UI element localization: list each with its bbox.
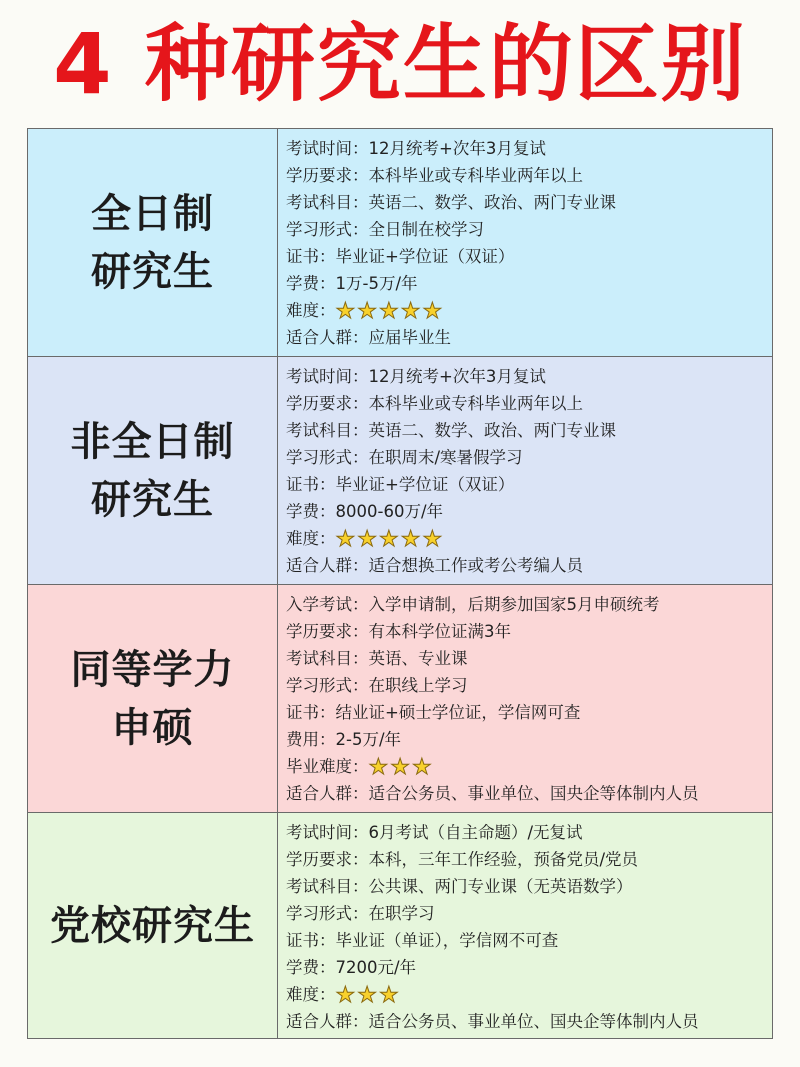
detail-value: 1万-5万/年 <box>335 274 418 293</box>
star-icon: ★ <box>400 527 421 552</box>
star-icon: ★ <box>357 527 377 552</box>
detail-value: 入学申请制，后期参加国家5月申硕统考 <box>368 595 660 614</box>
detail-label: 考试时间： <box>286 823 369 842</box>
detail-subjects <box>286 873 772 900</box>
detail-study-form <box>286 216 772 243</box>
detail-label: 适合人群： <box>286 556 369 575</box>
detail-value: 英语二、数学、政治、两门专业课 <box>368 421 616 440</box>
detail-label: 学费： <box>286 958 336 977</box>
star-icon: ★ <box>390 755 410 780</box>
row-name-cell <box>28 813 278 1038</box>
star-icon: ★ <box>411 755 432 780</box>
row-name-line: 党校研究生 <box>50 902 255 949</box>
detail-difficulty <box>286 753 772 780</box>
detail-value: 全日制在校学习 <box>368 220 484 239</box>
row-name-line: 全日制 <box>91 190 214 237</box>
detail-value: 本科毕业或专科毕业两年以上 <box>368 394 583 413</box>
detail-label: 学费： <box>286 502 336 521</box>
row-name-line: 研究生 <box>91 476 214 523</box>
row-details-cell <box>278 813 772 1038</box>
star-icon: ★ <box>378 527 399 552</box>
detail-value: 2-5万/年 <box>335 730 402 749</box>
detail-difficulty <box>286 981 772 1008</box>
detail-label: 证书： <box>286 475 336 494</box>
detail-audience <box>286 324 772 351</box>
detail-exam-time <box>286 363 772 390</box>
star-icon: ★ <box>422 299 443 324</box>
row-name-cell <box>28 585 278 812</box>
detail-study-form <box>286 900 772 927</box>
row-name-line: 申硕 <box>111 704 194 751</box>
detail-label: 证书： <box>286 703 336 722</box>
comparison-table <box>27 128 773 1039</box>
detail-label: 学费： <box>286 274 336 293</box>
detail-value: 结业证+硕士学位证，学信网可查 <box>335 703 581 722</box>
detail-certificate <box>286 471 772 498</box>
row-details-cell <box>278 357 772 584</box>
detail-value: 英语二、数学、政治、两门专业课 <box>368 193 616 212</box>
detail-exam-time <box>286 135 772 162</box>
star-icon: ★ <box>400 299 421 324</box>
star-icon: ★ <box>368 755 389 780</box>
detail-label: 学习形式： <box>286 676 369 695</box>
difficulty-stars <box>335 527 445 552</box>
detail-study-form <box>286 444 772 471</box>
detail-education <box>286 846 772 873</box>
row-name-line: 研究生 <box>91 248 214 295</box>
detail-value: 公共课、两门专业课（无英语数学） <box>368 877 633 896</box>
detail-difficulty <box>286 297 772 324</box>
detail-difficulty <box>286 525 772 552</box>
detail-label: 入学考试： <box>286 595 369 614</box>
detail-label: 考试科目： <box>286 421 369 440</box>
star-icon: ★ <box>378 983 399 1008</box>
star-icon: ★ <box>335 983 356 1008</box>
detail-label: 考试时间： <box>286 367 369 386</box>
detail-label: 学习形式： <box>286 904 369 923</box>
detail-certificate <box>286 699 772 726</box>
detail-value: 毕业证+学位证（双证） <box>335 247 515 266</box>
detail-value: 8000-60万/年 <box>335 502 443 521</box>
detail-value: 7200元/年 <box>335 958 417 977</box>
detail-label: 难度： <box>286 529 336 548</box>
detail-value: 有本科学位证满3年 <box>368 622 511 641</box>
detail-certificate <box>286 927 772 954</box>
star-icon: ★ <box>422 527 443 552</box>
star-icon: ★ <box>335 527 356 552</box>
detail-exam-time <box>286 591 772 618</box>
detail-label: 难度： <box>286 301 336 320</box>
detail-label: 学历要求： <box>286 166 369 185</box>
detail-value: 毕业证（单证），学信网不可查 <box>335 931 559 950</box>
detail-label: 考试科目： <box>286 649 369 668</box>
detail-value: 适合公务员、事业单位、国央企等体制内人员 <box>368 1012 699 1031</box>
difficulty-stars <box>368 755 434 780</box>
page-title: 4 种研究生的区别 <box>53 15 747 113</box>
detail-subjects <box>286 645 772 672</box>
detail-fee <box>286 270 772 297</box>
detail-value: 12月统考+次年3月复试 <box>368 367 546 386</box>
detail-subjects <box>286 417 772 444</box>
detail-certificate <box>286 243 772 270</box>
detail-value: 本科，三年工作经验，预备党员/党员 <box>368 850 639 869</box>
detail-label: 学历要求： <box>286 622 369 641</box>
detail-value: 应届毕业生 <box>368 328 451 347</box>
detail-label: 毕业难度： <box>286 757 369 776</box>
difficulty-stars <box>335 299 445 324</box>
detail-study-form <box>286 672 772 699</box>
detail-value: 6月考试（自主命题）/无复试 <box>368 823 583 842</box>
row-details-cell <box>278 585 772 812</box>
difficulty-stars <box>335 983 401 1008</box>
detail-audience <box>286 780 772 807</box>
table-row-part-time <box>28 357 773 585</box>
detail-label: 考试时间： <box>286 139 369 158</box>
row-name-cell <box>28 357 278 584</box>
detail-label: 适合人群： <box>286 784 369 803</box>
detail-value: 毕业证+学位证（双证） <box>335 475 515 494</box>
row-name-line: 非全日制 <box>70 418 235 465</box>
detail-subjects <box>286 189 772 216</box>
row-name-line: 同等学力 <box>70 646 235 693</box>
detail-education <box>286 162 772 189</box>
detail-value: 12月统考+次年3月复试 <box>368 139 546 158</box>
detail-value: 在职学习 <box>368 904 435 923</box>
table-row-party-school <box>28 813 773 1039</box>
detail-education <box>286 618 772 645</box>
detail-value: 在职周末/寒暑假学习 <box>368 448 523 467</box>
star-icon: ★ <box>357 299 377 324</box>
detail-label: 证书： <box>286 931 336 950</box>
detail-value: 本科毕业或专科毕业两年以上 <box>368 166 583 185</box>
detail-education <box>286 390 772 417</box>
detail-label: 学历要求： <box>286 394 369 413</box>
row-name-cell <box>28 129 278 356</box>
table-row-equivalent <box>28 585 773 813</box>
detail-value: 适合想换工作或考公考编人员 <box>368 556 583 575</box>
detail-audience <box>286 1008 772 1035</box>
detail-fee <box>286 726 772 753</box>
star-icon: ★ <box>357 983 377 1008</box>
detail-label: 费用： <box>286 730 336 749</box>
row-details-cell <box>278 129 772 356</box>
detail-fee <box>286 498 772 525</box>
detail-value: 适合公务员、事业单位、国央企等体制内人员 <box>368 784 699 803</box>
detail-exam-time <box>286 819 772 846</box>
detail-label: 难度： <box>286 985 336 1004</box>
detail-label: 考试科目： <box>286 193 369 212</box>
detail-label: 适合人群： <box>286 1012 369 1031</box>
star-icon: ★ <box>335 299 356 324</box>
detail-label: 适合人群： <box>286 328 369 347</box>
detail-label: 考试科目： <box>286 877 369 896</box>
detail-value: 英语、专业课 <box>368 649 468 668</box>
detail-fee <box>286 954 772 981</box>
star-icon: ★ <box>378 299 399 324</box>
table-row-full-time <box>28 129 773 357</box>
detail-label: 学习形式： <box>286 448 369 467</box>
detail-label: 证书： <box>286 247 336 266</box>
detail-value: 在职线上学习 <box>368 676 468 695</box>
detail-audience <box>286 552 772 579</box>
detail-label: 学历要求： <box>286 850 369 869</box>
detail-label: 学习形式： <box>286 220 369 239</box>
